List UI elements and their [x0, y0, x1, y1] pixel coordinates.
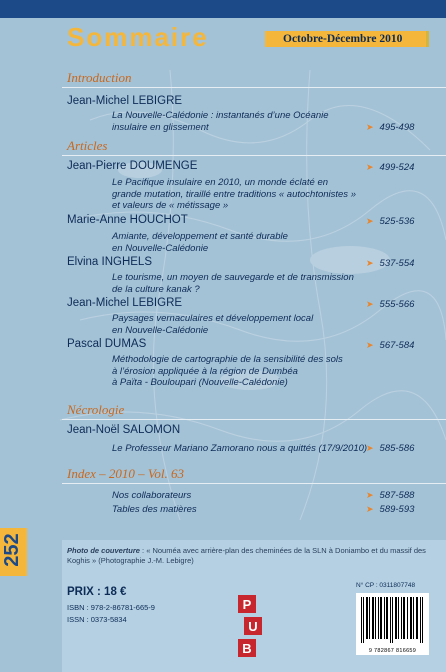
entry-author: Jean-Noël SALOMON [67, 424, 181, 436]
price: PRIX : 18 € [67, 586, 127, 598]
entry-pages: ➤ 585-586 [366, 443, 415, 454]
divider [62, 483, 446, 484]
entry-author: Jean-Pierre DOUMENGE [67, 160, 198, 172]
entry-title: Le tourisme, un moyen de sauvegarde et de transmission de la culture kanak ? [112, 272, 354, 295]
arrow-icon: ➤ [366, 504, 374, 514]
issue-date: Octobre-Décembre 2010 [283, 33, 403, 45]
entry-pages: ➤ 499-524 [366, 162, 415, 173]
logo-letter: U [248, 619, 258, 634]
photo-credit-text: : « Nouméa avec arrière-plan des cheminées de la SLN à Doniambo et du massif des Koghis » (Photographie J.-M. Lebigre) [67, 546, 426, 565]
section-necrologie: Nécrologie [67, 402, 125, 417]
entry-title: Le Professeur Mariano Zamorano nous a quittés (17/9/2010) [112, 443, 368, 454]
arrow-icon: ➤ [366, 162, 374, 172]
entry-title: Méthodologie de cartographie de la sensibilité des sols à l’érosion appliquée à la région de Dumbéa à Païta - Bouloupari (Nouvelle-Calédonie) [112, 354, 343, 388]
entry-author: Pascal DUMAS [67, 338, 147, 350]
arrow-icon: ➤ [366, 340, 374, 350]
pub-logo [230, 593, 270, 663]
arrow-icon: ➤ [366, 216, 374, 226]
photo-credit [67, 546, 427, 566]
entry-pages: ➤ 555-566 [366, 299, 415, 310]
photo-credit-label: Photo de couverture [67, 546, 140, 555]
entry-title: Paysages vernaculaires et développement local en Nouvelle-Calédonie [112, 313, 314, 336]
section-introduction: Introduction [67, 70, 132, 85]
issn: ISSN : 0373-5834 [67, 615, 127, 624]
arrow-icon: ➤ [366, 490, 374, 500]
barcode-bars [356, 593, 429, 645]
index-pages: ➤ 589-593 [366, 504, 415, 515]
divider [62, 155, 446, 156]
entry-pages: ➤ 525-536 [366, 216, 415, 227]
issue-number: 252 [1, 533, 23, 567]
barcode [356, 593, 429, 655]
arrow-icon: ➤ [366, 299, 374, 309]
divider [62, 419, 446, 420]
entry-title: La Nouvelle-Calédonie : instantanés d’une Océanie insulaire en glissement [112, 110, 329, 133]
index-item: Nos collaborateurs [112, 490, 192, 501]
logo-letter: P [242, 597, 252, 612]
logo-letter: B [242, 641, 252, 656]
arrow-icon: ➤ [366, 258, 374, 268]
entry-pages: ➤ 495-498 [366, 122, 415, 133]
entry-author: Jean-Michel LEBIGRE [67, 95, 183, 107]
section-index: Index – 2010 – Vol. 63 [67, 466, 184, 481]
isbn: ISBN : 978-2-86781-665-9 [67, 603, 155, 612]
page-title: Sommaire [67, 22, 209, 52]
section-articles: Articles [67, 138, 108, 153]
barcode-digits: 9 782867 816659 [368, 648, 417, 654]
divider [62, 87, 446, 88]
cp-number: N° CP : 0311807748 [356, 582, 416, 589]
arrow-icon: ➤ [366, 122, 374, 132]
entry-author: Marie-Anne HOUCHOT [67, 214, 188, 226]
entry-title: Le Pacifique insulaire en 2010, un monde éclaté en grande mutation, tiraillé entre traditions « autochtonistes » et valeurs de « métissage » [112, 177, 356, 211]
entry-author: Jean-Michel LEBIGRE [67, 297, 183, 309]
arrow-icon: ➤ [366, 443, 374, 453]
entry-pages: ➤ 567-584 [366, 340, 415, 351]
index-pages: ➤ 587-588 [366, 490, 415, 501]
entry-author: Elvina INGHELS [67, 256, 153, 268]
entry-title: Amiante, développement et santé durable en Nouvelle-Calédonie [112, 231, 288, 254]
entry-pages: ➤ 537-554 [366, 258, 415, 269]
index-item: Tables des matières [112, 504, 197, 515]
